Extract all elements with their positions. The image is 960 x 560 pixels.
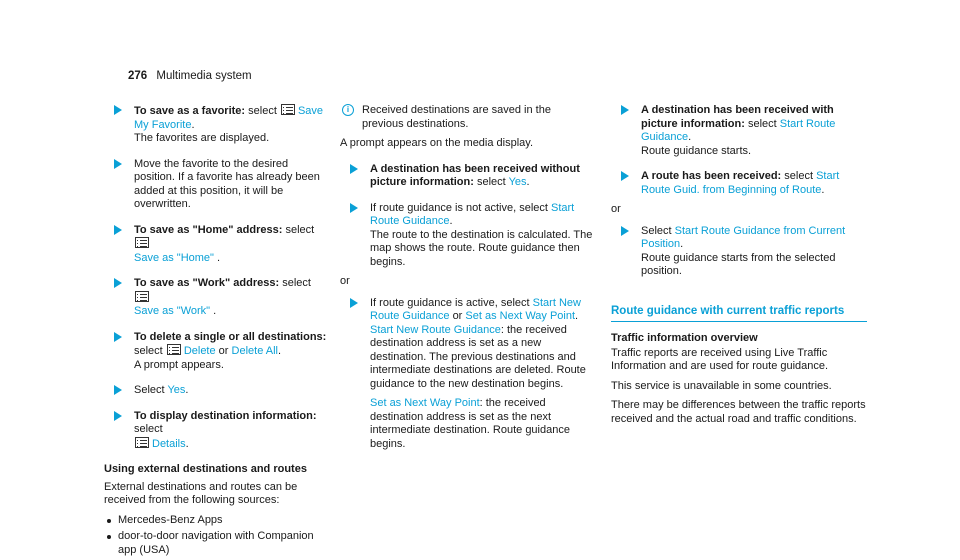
list-item: Mercedes-Benz Apps	[104, 514, 330, 528]
save-as-work-link[interactable]: Save as "Work"	[134, 305, 211, 317]
menu-icon	[135, 237, 149, 248]
traffic-overview-title: Traffic information overview	[611, 332, 758, 344]
menu-icon	[167, 344, 181, 355]
menu-icon	[135, 291, 149, 302]
step-start-route-guidance: If route guidance is not active, select Start Route Guidance. The route to the destination is calculated. The map shows the route. Route guidance then begins.	[340, 202, 594, 270]
step-arrow-icon	[114, 332, 122, 342]
traffic-para-2: This service is unavailable in some countries.	[611, 379, 832, 392]
step-received-no-picture: A destination has been received without picture information: select Yes.	[340, 163, 594, 190]
start-new-route-guidance-link[interactable]: Start New Route Guidance	[370, 323, 501, 336]
step-route-guidance-active: If route guidance is active, select Start New Route Guidance or Set as Next Way Point. Start New Route Guidance: the received destination address is set as a new destination. The previous destinations and intermediate destinations are deleted. Route guidance to the new destination begins. Set as Next Way Point: the received destination address is set as the next intermediate destination. Route guidance begins.	[340, 297, 594, 452]
step-route-received: A route has been received: select Start Route Guid. from Beginning of Route.	[611, 170, 867, 197]
prompt-para: A prompt appears on the media display.	[340, 137, 534, 149]
step-start-from-current: Select Start Route Guidance from Current Position. Route guidance starts from the selected position.	[611, 225, 867, 279]
list-item: door-to-door navigation with Companion app (USA)	[104, 530, 330, 557]
step-arrow-icon	[114, 225, 122, 235]
column-1	[104, 104, 330, 560]
step-move-favorite: Move the favorite to the desired position. If a favorite has already been added at this position, it will be overwritten.	[104, 158, 330, 212]
step-arrow-icon	[350, 164, 358, 174]
start-route-guidance-link[interactable]: Start Route Guidance	[370, 201, 575, 227]
start-from-current-position-link[interactable]: Start Route Guidance from Current Position	[641, 224, 846, 250]
menu-icon	[281, 104, 295, 115]
step-save-home: To save as "Home" address: select Save as "Home" .	[104, 224, 330, 266]
step-arrow-icon	[114, 411, 122, 421]
step-arrow-icon	[350, 203, 358, 213]
start-new-route-guidance-link[interactable]: Start New Route Guidance	[370, 296, 581, 322]
step-display-details: To display destination information: select Details.	[104, 410, 330, 452]
info-note: i Received destinations are saved in the previous destinations.	[340, 104, 594, 131]
step-arrow-icon	[114, 159, 122, 169]
step-arrow-icon	[350, 298, 358, 308]
start-route-guidance-link[interactable]: Start Route Guidance	[641, 117, 836, 143]
info-icon: i	[342, 104, 354, 116]
step-save-favorite: To save as a favorite: select Save My Favorite. The favorites are displayed.	[104, 104, 330, 146]
menu-icon	[135, 437, 149, 448]
step-arrow-icon	[114, 105, 122, 115]
column-2	[340, 104, 594, 463]
traffic-para-1: Traffic reports are received using Live Traffic Information and are used for route guidance.	[611, 346, 829, 372]
set-as-next-way-point-link[interactable]: Set as Next Way Point	[465, 310, 576, 322]
save-my-favorite-link[interactable]: Save My Favorite	[134, 105, 324, 131]
step-arrow-icon	[114, 278, 122, 288]
step-arrow-icon	[621, 171, 629, 181]
step-arrow-icon	[621, 226, 629, 236]
section-name: Multimedia system	[156, 70, 252, 82]
step-save-work: To save as "Work" address: select Save as "Work" .	[104, 277, 330, 319]
delete-all-link[interactable]: Delete All	[231, 345, 278, 357]
step-arrow-icon	[621, 105, 629, 115]
or-separator: or	[611, 203, 621, 215]
step-arrow-icon	[114, 385, 122, 395]
external-destinations-heading: Using external destinations and routes	[104, 463, 307, 475]
step-select-yes: Select Yes.	[104, 384, 330, 398]
start-from-beginning-link[interactable]: Start Route Guid. from Beginning of Route	[641, 170, 840, 196]
details-link[interactable]: Details	[152, 437, 186, 450]
set-as-next-way-point-link[interactable]: Set as Next Way Point	[370, 397, 480, 409]
external-destinations-para: External destinations and routes can be received from the following sources:	[104, 480, 298, 506]
yes-link[interactable]: Yes	[508, 176, 527, 188]
traffic-section-title: Route guidance with current traffic reports	[611, 305, 867, 323]
delete-link[interactable]: Delete	[183, 345, 216, 357]
save-as-home-link[interactable]: Save as "Home"	[134, 251, 214, 264]
yes-link[interactable]: Yes	[167, 384, 186, 396]
traffic-para-3: There may be differences between the traffic reports received and the actual road and traffic conditions.	[611, 399, 866, 425]
page-number: 276	[128, 70, 148, 82]
column-3	[611, 104, 867, 432]
step-delete-destinations: To delete a single or all destinations: select Delete or Delete All. A prompt appears.	[104, 331, 330, 373]
page-header	[128, 70, 252, 82]
or-separator: or	[340, 275, 350, 287]
step-received-with-picture: A destination has been received with picture information: select Start Route Guidance. Route guidance starts.	[611, 104, 867, 158]
sources-list	[104, 514, 330, 558]
